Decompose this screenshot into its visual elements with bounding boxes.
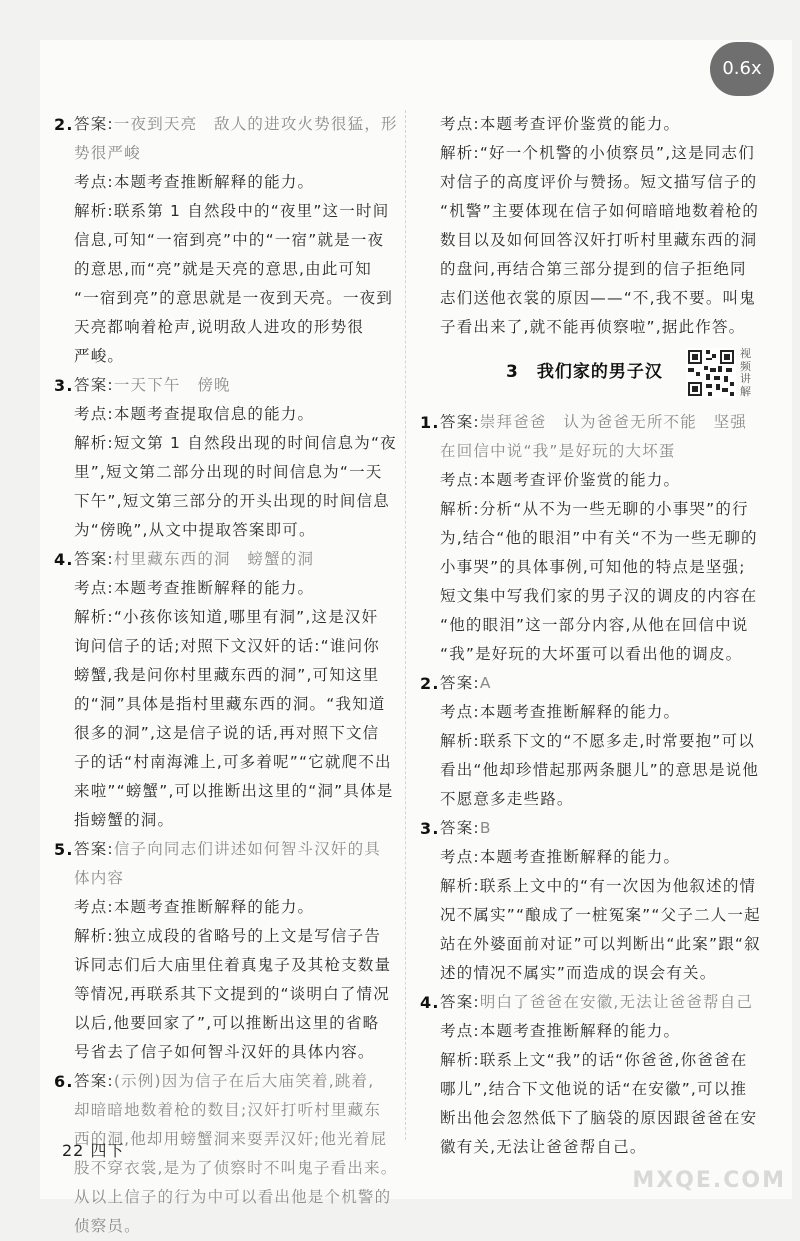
- section-title-text: 我们家的男子汉: [536, 362, 663, 382]
- answer-item-5: [54, 835, 398, 1067]
- jiexi-line: 短文集中写我们家的男子汉的调皮的内容在: [440, 587, 758, 605]
- answer-label: 答案:: [74, 376, 114, 394]
- jiexi-line: “机警”主要体现在信子如何暗暗地数着枪的: [440, 202, 760, 220]
- answer-label: 答案:: [74, 550, 114, 568]
- answer-text: 崇拜爸爸 认为爸爸无所不能 坚强: [479, 413, 748, 431]
- jiexi-line: 解析:联系上文“我”的话“你爸爸,你爸爸在: [440, 1051, 748, 1069]
- answer-text: 势很严峻: [74, 144, 141, 162]
- answer-text: 在回信中说“我”是好玩的大坏蛋: [440, 442, 676, 460]
- answer-item-4-right: [420, 988, 765, 1162]
- question-number: 1.: [420, 413, 440, 432]
- jiexi-line: 严峻。: [74, 347, 125, 365]
- jiexi-line: 不愿意多走些路。: [440, 790, 574, 808]
- jiexi-line: 螃蟹,我是问你村里藏东西的洞”,可知这里: [74, 666, 380, 684]
- jiexi-line: 解析:联系上文中的“有一次因为他叙述的情: [440, 877, 757, 895]
- jiexi-line: 数目以及如何回答汉奸打听村里藏东西的洞: [440, 231, 758, 249]
- jiexi-line: 天亮都响着枪声,说明敌人进攻的形势很: [74, 318, 365, 336]
- answer-text: B: [479, 819, 492, 837]
- jiexi-line: 述的情况不属实”而造成的误会有关。: [440, 964, 717, 982]
- section-title: [506, 358, 663, 387]
- jiexi-line: 很多的洞”,这是信子说的话,再对照下文信: [74, 724, 380, 742]
- answer-text: 明白了爸爸在安徽,无法让爸爸帮自己: [479, 993, 754, 1011]
- kaodian-text: 考点:本题考查推断解释的能力。: [440, 848, 681, 866]
- jiexi-line: 小事哭”的具体事例,可知他的特点是坚强;: [440, 558, 746, 576]
- watermark-logo: MXQE.COM: [632, 1168, 786, 1193]
- question-number: 6.: [54, 1072, 74, 1091]
- page-footer: 22 四下: [62, 1141, 125, 1160]
- answer-text: 从以上信子的行为中可以看出他是个机警的: [74, 1188, 392, 1206]
- jiexi-line: 况不属实”“酿成了一桩冤案”“父子二人一起: [440, 906, 761, 924]
- answer-item-4: [54, 545, 398, 835]
- answer-label: 答案:: [74, 1072, 114, 1090]
- answer-label: 答案:: [440, 819, 480, 837]
- answer-text: A: [479, 674, 492, 692]
- answer-label: 答案:: [74, 840, 114, 858]
- jiexi-line: 里”,短文第二部分出现的时间信息为“一天: [74, 463, 383, 481]
- answer-label: 答案:: [440, 413, 480, 431]
- answer-text: 却暗暗地数着枪的数目;汉奸打听村里藏东: [74, 1101, 382, 1119]
- answer-text: (示例)因为信子在后大庙笑着,跳着,: [113, 1072, 375, 1090]
- jiexi-line: 诉同志们后大庙里住着真鬼子及其枪支数量: [74, 956, 392, 974]
- answer-text: 股不穿衣裳,是为了侦察时不叫鬼子看出来。: [74, 1159, 398, 1177]
- jiexi-line: 下午”,短文第三部分的开头出现的时间信息: [74, 492, 390, 510]
- right-column: [420, 110, 765, 1162]
- answer-text: 信子向同志们讲述如何智斗汉奸的具: [113, 840, 382, 858]
- jiexi-line: 志们送他衣裳的原因——“不,我不要。叫鬼: [440, 289, 756, 307]
- answer-label: 答案:: [440, 674, 480, 692]
- jiexi-line: “我”是好玩的大坏蛋可以看出他的调皮。: [440, 645, 743, 663]
- answer-item-3-right: [420, 814, 765, 988]
- answer-text: 一夜到天亮 敌人的进攻火势很猛，形: [113, 115, 398, 133]
- jiexi-line: 断出他会忽然低下了脑袋的原因跟爸爸在安: [440, 1109, 758, 1127]
- jiexi-line: 解析:分析“从不为一些无聊的小事哭”的行: [440, 500, 749, 518]
- section-number: 3: [506, 362, 519, 382]
- answer-item-1: [420, 408, 765, 669]
- answer-text: 西的洞,他却用螃蟹洞来耍弄汉奸;他光着屁: [74, 1130, 388, 1148]
- qr-video-label: 视频讲解: [740, 347, 753, 398]
- question-number: 4.: [54, 550, 74, 569]
- jiexi-line: 徽有关,无法让爸爸帮自己。: [440, 1138, 647, 1156]
- jiexi-line: 解析:短文第 1 自然段出现的时间信息为“夜: [74, 434, 397, 452]
- section-heading: [420, 348, 765, 404]
- jiexi-line: 解析:联系下文的“不愿多走,时常要抱”可以: [440, 732, 755, 750]
- jiexi-line: 的盘问,再结合第三部分提到的信子拒绝同: [440, 260, 747, 278]
- qr-code-icon[interactable]: [686, 348, 736, 398]
- jiexi-line: 以后,他要回家了”,可以推断出这里的省略: [74, 1014, 380, 1032]
- answer-item-2-right: [420, 669, 765, 814]
- left-column: [54, 110, 398, 1241]
- jiexi-line: 子的话“村南海滩上,可多着呢”“它就爬不出: [74, 753, 392, 771]
- jiexi-line: 的“洞”具体是指村里藏东西的洞。“我知道: [74, 695, 386, 713]
- kaodian-text: 考点:本题考查推断解释的能力。: [74, 898, 315, 916]
- jiexi-line: 号省去了信子如何智斗汉奸的具体内容。: [74, 1043, 375, 1061]
- jiexi-line: 来啦”“螃蟹”,可以推断出这里的“洞”具体是: [74, 782, 394, 800]
- question-number: 4.: [420, 993, 440, 1012]
- jiexi-line: 看出“他却珍惜起那两条腿儿”的意思是说他: [440, 761, 760, 779]
- question-number: 3.: [54, 376, 74, 395]
- jiexi-line: 解析:“小孩你该知道,哪里有洞”,这是汉奸: [74, 608, 379, 626]
- kaodian-text: 考点:本题考查推断解释的能力。: [440, 1022, 681, 1040]
- jiexi-line: 站在外婆面前对证”可以判断出“此案”跟“叙: [440, 935, 761, 953]
- kaodian-text: 考点:本题考查提取信息的能力。: [74, 405, 315, 423]
- answer-item-3: [54, 371, 398, 545]
- column-divider: [405, 110, 406, 1140]
- question-number: 3.: [420, 819, 440, 838]
- answer-text: 村里藏东西的洞 螃蟹的洞: [113, 550, 315, 568]
- jiexi-line: 为“傍晚”,从文中提取答案即可。: [74, 521, 316, 539]
- jiexi-line: 为,结合“他的眼泪”中有关“不为一些无聊的: [440, 529, 758, 547]
- answer-text: 侦察员。: [74, 1217, 141, 1235]
- jiexi-line: 子看出来了,就不能再侦察啦”,据此作答。: [440, 318, 746, 336]
- jiexi-line: “一宿到亮”的意思就是一夜到天亮。一夜到: [74, 289, 394, 307]
- answer-text: 一天下午 傍晚: [113, 376, 231, 394]
- jiexi-line: 询问信子的话;对照下文汉奸的话:“谁问你: [74, 637, 380, 655]
- question-number: 5.: [54, 840, 74, 859]
- jiexi-line: 解析:独立成段的省略号的上文是写信子告: [74, 927, 382, 945]
- answer-label: 答案:: [74, 115, 114, 133]
- kaodian-text: 考点:本题考查评价鉴赏的能力。: [440, 115, 681, 133]
- answer-text: 体内容: [74, 869, 125, 887]
- jiexi-line: 解析:联系第 1 自然段中的“夜里”这一时间: [74, 202, 390, 220]
- kaodian-text: 考点:本题考查推断解释的能力。: [440, 703, 681, 721]
- jiexi-line: 的意思,而“亮”就是天亮的意思,由此可知: [74, 260, 372, 278]
- jiexi-line: 解析:“好一个机警的小侦察员”,这是同志们: [440, 144, 755, 162]
- question-number: 2.: [420, 674, 440, 693]
- jiexi-line: 等情况,再联系其下文提到的“谈明白了情况: [74, 985, 390, 1003]
- kaodian-text: 考点:本题考查评价鉴赏的能力。: [440, 471, 681, 489]
- kaodian-text: 考点:本题考查推断解释的能力。: [74, 579, 315, 597]
- kaodian-text: 考点:本题考查推断解释的能力。: [74, 173, 315, 191]
- question-number: 2.: [54, 115, 74, 134]
- answer-label: 答案:: [440, 993, 480, 1011]
- answer-item-2: [54, 110, 398, 371]
- zoom-level-badge[interactable]: 0.6x: [710, 42, 774, 96]
- jiexi-line: “他的眼泪”这一部分内容,从他在回信中说: [440, 616, 749, 634]
- jiexi-line: 信息,可知“一宿到亮”中的“一宿”就是一夜: [74, 231, 385, 249]
- jiexi-line: 对信子的高度评价与赞扬。短文描写信子的: [440, 173, 758, 191]
- answer-item-1-continued: [420, 110, 765, 342]
- jiexi-line: 哪儿”,结合下文他说的话“在安徽”,可以推: [440, 1080, 748, 1098]
- jiexi-line: 指螃蟹的洞。: [74, 811, 175, 829]
